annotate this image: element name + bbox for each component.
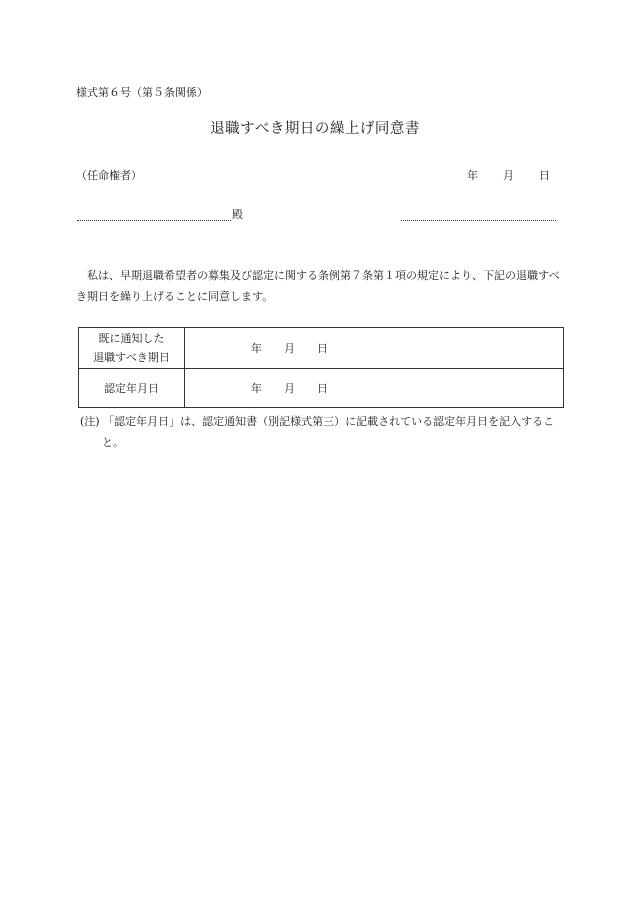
submission-date <box>467 167 550 183</box>
addressee-dotted-line <box>77 210 231 221</box>
certification-date-value-cell <box>185 369 564 408</box>
honorific: 殿 <box>232 208 243 221</box>
date-month-label: 月 <box>503 169 514 182</box>
certification-date-label: 認定年月日 <box>104 381 159 395</box>
consent-statement: 私は、早期退職希望者の募集及び認定に関する条例第７条第１項の規定により、下記の退職すべき期日を繰り上げることに同意します。 <box>76 269 560 303</box>
document-title: 退職すべき期日の繰上げ同意書 <box>210 121 420 137</box>
table-row <box>79 328 564 369</box>
row1-year-label: 年 <box>251 342 262 355</box>
appointer-label: （任命権者） <box>76 169 142 182</box>
row2-year-label: 年 <box>251 382 262 395</box>
certification-date-label-cell <box>79 369 185 408</box>
signer-dotted-line <box>401 210 556 221</box>
notified-date-label-line1: 既に通知した <box>98 332 165 345</box>
row1-month-label: 月 <box>284 342 295 355</box>
table-row <box>79 369 564 408</box>
notified-date-label-cell <box>79 328 185 369</box>
dates-table <box>78 327 564 408</box>
notified-date-label-line2: 退職すべき期日 <box>93 351 170 364</box>
form-number: 様式第６号（第５条関係） <box>76 86 208 99</box>
notified-date-value-cell <box>185 328 564 369</box>
row2-month-label: 月 <box>284 382 295 395</box>
date-day-label: 日 <box>539 169 550 182</box>
date-year-label: 年 <box>467 169 478 182</box>
row2-day-label: 日 <box>317 382 328 395</box>
footnote: (注) 「認定年月日」は、認定通知書（別記様式第三）に記載されている認定年月日を記入すること。 <box>80 415 555 449</box>
row1-day-label: 日 <box>317 342 328 355</box>
